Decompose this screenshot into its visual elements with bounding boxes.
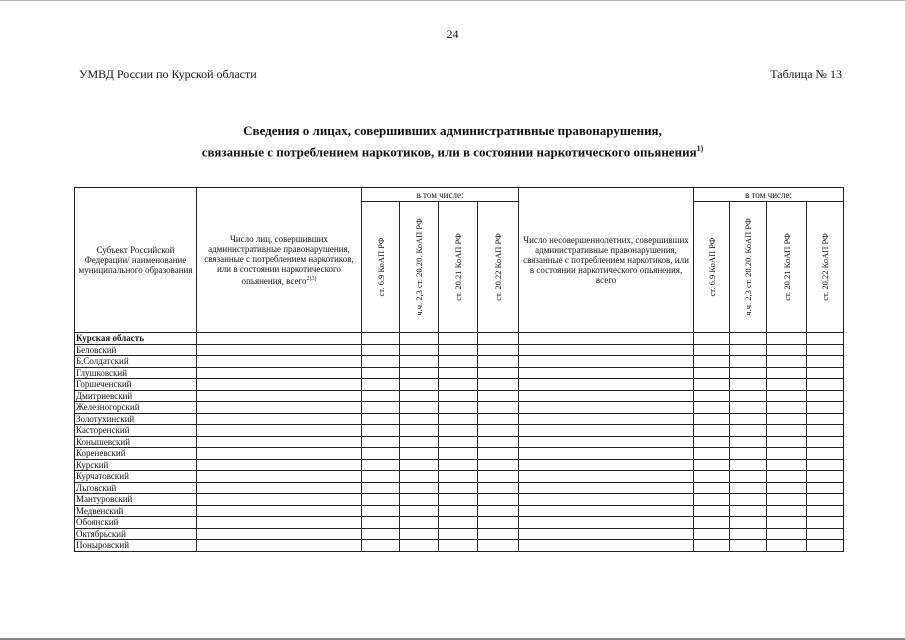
empty-cell <box>730 333 767 345</box>
empty-cell <box>694 482 730 494</box>
empty-cell <box>197 517 362 529</box>
empty-cell <box>197 459 362 471</box>
header-g1-art-20-21 <box>439 202 478 333</box>
empty-cell <box>767 413 807 425</box>
empty-cell <box>807 505 844 517</box>
empty-cell <box>197 356 362 368</box>
empty-cell <box>362 413 400 425</box>
empty-cell <box>478 517 519 529</box>
empty-cell <box>362 482 400 494</box>
table-row <box>75 505 844 517</box>
empty-cell <box>197 448 362 460</box>
empty-cell <box>400 494 439 506</box>
empty-cell <box>767 528 807 540</box>
row-name: Беловский <box>75 344 197 356</box>
header-g1-art-6-9-text: ст. 6.9 КоАП РФ <box>375 237 386 297</box>
empty-cell <box>362 344 400 356</box>
empty-cell <box>362 459 400 471</box>
empty-cell <box>400 390 439 402</box>
empty-cell <box>478 379 519 391</box>
empty-cell <box>694 471 730 483</box>
header-g1-art-6-9 <box>362 202 400 333</box>
table-row <box>75 436 844 448</box>
empty-cell <box>807 471 844 483</box>
empty-cell <box>730 517 767 529</box>
table-row <box>75 344 844 356</box>
empty-cell <box>807 482 844 494</box>
row-name: Дмитриевский <box>75 390 197 402</box>
empty-cell <box>400 459 439 471</box>
empty-cell <box>362 379 400 391</box>
empty-cell <box>694 528 730 540</box>
empty-cell <box>400 436 439 448</box>
empty-cell <box>478 436 519 448</box>
empty-cell <box>807 459 844 471</box>
empty-cell <box>767 448 807 460</box>
empty-cell <box>519 482 694 494</box>
row-name: Октябрьский <box>75 528 197 540</box>
empty-cell <box>439 459 478 471</box>
row-name: Глушковский <box>75 367 197 379</box>
empty-cell <box>807 344 844 356</box>
empty-cell <box>400 413 439 425</box>
empty-cell <box>400 540 439 552</box>
empty-cell <box>767 482 807 494</box>
empty-cell <box>730 482 767 494</box>
table-row <box>75 425 844 437</box>
empty-cell <box>400 482 439 494</box>
empty-cell <box>439 505 478 517</box>
empty-cell <box>478 413 519 425</box>
empty-cell <box>807 333 844 345</box>
empty-cell <box>362 402 400 414</box>
empty-cell <box>519 425 694 437</box>
empty-cell <box>519 505 694 517</box>
empty-cell <box>767 344 807 356</box>
empty-cell <box>694 436 730 448</box>
empty-cell <box>439 471 478 483</box>
empty-cell <box>807 425 844 437</box>
empty-cell <box>519 379 694 391</box>
empty-cell <box>400 379 439 391</box>
row-name: Кореневский <box>75 448 197 460</box>
empty-cell <box>519 517 694 529</box>
header-g1-art-20-20-text: ч.ч. 2,3 ст. 20.20. КоАП РФ <box>414 218 424 316</box>
empty-cell <box>439 494 478 506</box>
empty-cell <box>807 528 844 540</box>
empty-cell <box>439 482 478 494</box>
empty-cell <box>694 459 730 471</box>
header-g1-art-20-21-text: ст. 20.21 КоАП РФ <box>453 233 463 301</box>
table-row <box>75 413 844 425</box>
empty-cell <box>362 505 400 517</box>
empty-cell <box>197 390 362 402</box>
empty-cell <box>767 390 807 402</box>
row-name: Льговский <box>75 482 197 494</box>
empty-cell <box>439 540 478 552</box>
empty-cell <box>730 505 767 517</box>
row-name: Железногорский <box>75 402 197 414</box>
empty-cell <box>400 402 439 414</box>
row-name: Обоянский <box>75 517 197 529</box>
row-name: Курский <box>75 459 197 471</box>
empty-cell <box>362 448 400 460</box>
empty-cell <box>362 471 400 483</box>
row-name: Касторенский <box>75 425 197 437</box>
header-g1-art-20-22-text: ст. 20.22 КоАП РФ <box>493 233 504 301</box>
empty-cell <box>197 379 362 391</box>
table-row <box>75 528 844 540</box>
empty-cell <box>362 517 400 529</box>
empty-cell <box>197 425 362 437</box>
empty-cell <box>767 356 807 368</box>
row-name: Поныровский <box>75 540 197 552</box>
empty-cell <box>439 367 478 379</box>
empty-cell <box>807 402 844 414</box>
empty-cell <box>519 448 694 460</box>
table-row <box>75 390 844 402</box>
header-g2-art-6-9 <box>694 202 730 333</box>
empty-cell <box>694 494 730 506</box>
empty-cell <box>519 471 694 483</box>
empty-cell <box>694 413 730 425</box>
empty-cell <box>519 436 694 448</box>
empty-cell <box>694 390 730 402</box>
empty-cell <box>519 494 694 506</box>
empty-cell <box>362 540 400 552</box>
row-name: Мантуровский <box>75 494 197 506</box>
header-g2-art-20-21 <box>767 202 807 333</box>
row-name: Б.Солдатский <box>75 356 197 368</box>
empty-cell <box>767 367 807 379</box>
empty-cell <box>694 505 730 517</box>
empty-cell <box>730 402 767 414</box>
empty-cell <box>767 436 807 448</box>
empty-cell <box>694 425 730 437</box>
empty-cell <box>439 448 478 460</box>
empty-cell <box>730 540 767 552</box>
data-table <box>74 187 844 552</box>
table-row <box>75 471 844 483</box>
empty-cell <box>519 390 694 402</box>
empty-cell <box>694 356 730 368</box>
empty-cell <box>478 471 519 483</box>
empty-cell <box>400 425 439 437</box>
empty-cell <box>767 459 807 471</box>
empty-cell <box>362 425 400 437</box>
empty-cell <box>519 344 694 356</box>
header-g2-art-20-22-text: ст. 20.22 КоАП РФ <box>820 233 831 301</box>
document-title <box>0 122 905 161</box>
empty-cell <box>694 367 730 379</box>
row-name: Конышевский <box>75 436 197 448</box>
empty-cell <box>807 448 844 460</box>
header-total-persons-text: Число лиц, совершивших административные правонарушения, связанные с потреблением наркотиков, или в состоянии наркотического опьянения, всего <box>204 234 354 286</box>
empty-cell <box>478 402 519 414</box>
empty-cell <box>439 528 478 540</box>
empty-cell <box>439 390 478 402</box>
row-name: Золотухинский <box>75 413 197 425</box>
table-row <box>75 540 844 552</box>
empty-cell <box>694 333 730 345</box>
empty-cell <box>197 494 362 506</box>
empty-cell <box>439 379 478 391</box>
empty-cell <box>519 333 694 345</box>
empty-cell <box>767 425 807 437</box>
empty-cell <box>767 494 807 506</box>
empty-cell <box>694 402 730 414</box>
empty-cell <box>439 344 478 356</box>
empty-cell <box>730 459 767 471</box>
empty-cell <box>730 379 767 391</box>
empty-cell <box>519 356 694 368</box>
title-line-1: Сведения о лицах, совершивших административные правонарушения, <box>243 123 662 138</box>
empty-cell <box>439 436 478 448</box>
header-subject: Субъект Российской Федерации/ наименование муниципального образования <box>75 188 197 333</box>
empty-cell <box>439 356 478 368</box>
empty-cell <box>439 402 478 414</box>
empty-cell <box>519 413 694 425</box>
empty-cell <box>478 494 519 506</box>
empty-cell <box>807 413 844 425</box>
title-line-2 <box>0 140 905 161</box>
empty-cell <box>400 356 439 368</box>
header-g2-art-20-20-text: ч.ч. 2,3 ст. 20.20. КоАП РФ <box>743 218 754 316</box>
header-g2-art-20-20 <box>730 202 767 333</box>
empty-cell <box>400 367 439 379</box>
empty-cell <box>807 540 844 552</box>
empty-cell <box>694 344 730 356</box>
empty-cell <box>519 540 694 552</box>
empty-cell <box>197 540 362 552</box>
empty-cell <box>362 390 400 402</box>
empty-cell <box>362 494 400 506</box>
title-line-2-text: связанные с потреблением наркотиков, или в состоянии наркотического опьянения <box>201 144 697 160</box>
empty-cell <box>807 517 844 529</box>
empty-cell <box>478 367 519 379</box>
empty-cell <box>767 517 807 529</box>
empty-cell <box>730 390 767 402</box>
empty-cell <box>807 356 844 368</box>
table-row <box>75 482 844 494</box>
empty-cell <box>197 367 362 379</box>
empty-cell <box>694 448 730 460</box>
empty-cell <box>519 528 694 540</box>
table-row <box>75 367 844 379</box>
empty-cell <box>767 402 807 414</box>
empty-cell <box>478 425 519 437</box>
empty-cell <box>767 333 807 345</box>
empty-cell <box>767 505 807 517</box>
row-name: Горшеченский <box>75 379 197 391</box>
empty-cell <box>807 367 844 379</box>
table-row <box>75 356 844 368</box>
empty-cell <box>197 344 362 356</box>
empty-cell <box>197 413 362 425</box>
table-row <box>75 459 844 471</box>
empty-cell <box>807 494 844 506</box>
empty-cell <box>400 528 439 540</box>
header-g2-art-20-21-text: ст. 20.21 КоАП РФ <box>781 233 792 301</box>
header-g2-art-6-9-text: ст. 6.9 КоАП РФ <box>706 237 717 297</box>
empty-cell <box>807 436 844 448</box>
table-row <box>75 517 844 529</box>
header-total-persons-mark: 2)3) <box>306 276 317 282</box>
empty-cell <box>362 367 400 379</box>
empty-cell <box>400 448 439 460</box>
empty-cell <box>400 471 439 483</box>
empty-cell <box>694 379 730 391</box>
header-group-1: в том числе: <box>362 188 519 202</box>
empty-cell <box>519 367 694 379</box>
table-row <box>75 402 844 414</box>
empty-cell <box>694 517 730 529</box>
empty-cell <box>730 528 767 540</box>
empty-cell <box>478 390 519 402</box>
empty-cell <box>400 517 439 529</box>
empty-cell <box>519 459 694 471</box>
empty-cell <box>767 379 807 391</box>
page-number: 24 <box>446 27 459 41</box>
empty-cell <box>400 505 439 517</box>
header-g2-art-20-22 <box>807 202 844 333</box>
table-row-total <box>75 333 844 345</box>
empty-cell <box>400 344 439 356</box>
empty-cell <box>400 333 439 345</box>
empty-cell <box>478 333 519 345</box>
empty-cell <box>767 471 807 483</box>
empty-cell <box>730 356 767 368</box>
empty-cell <box>478 482 519 494</box>
header-g1-art-20-22 <box>478 202 519 333</box>
empty-cell <box>478 540 519 552</box>
empty-cell <box>730 344 767 356</box>
empty-cell <box>807 379 844 391</box>
page-top-edge <box>0 0 905 1</box>
empty-cell <box>439 333 478 345</box>
empty-cell <box>478 505 519 517</box>
title-footnote-mark: 1) <box>696 144 704 153</box>
empty-cell <box>362 333 400 345</box>
table-row <box>75 379 844 391</box>
organization-name: УМВД России по Курской области <box>79 67 257 81</box>
header-group-2: в том числе: <box>694 188 844 202</box>
empty-cell <box>730 471 767 483</box>
empty-cell <box>362 356 400 368</box>
empty-cell <box>478 356 519 368</box>
empty-cell <box>362 436 400 448</box>
empty-cell <box>730 436 767 448</box>
row-name: Медвенский <box>75 505 197 517</box>
header-g1-art-20-20 <box>400 202 439 333</box>
header-total-persons <box>197 188 362 333</box>
empty-cell <box>197 402 362 414</box>
row-name: Курчатовский <box>75 471 197 483</box>
empty-cell <box>439 425 478 437</box>
empty-cell <box>478 459 519 471</box>
empty-cell <box>730 425 767 437</box>
empty-cell <box>439 413 478 425</box>
empty-cell <box>478 528 519 540</box>
empty-cell <box>197 333 362 345</box>
empty-cell <box>197 471 362 483</box>
table-row <box>75 448 844 460</box>
table-number: Таблица № 13 <box>770 67 842 81</box>
empty-cell <box>807 390 844 402</box>
empty-cell <box>197 436 362 448</box>
empty-cell <box>197 482 362 494</box>
empty-cell <box>197 505 362 517</box>
empty-cell <box>730 367 767 379</box>
empty-cell <box>730 413 767 425</box>
empty-cell <box>694 540 730 552</box>
empty-cell <box>362 528 400 540</box>
empty-cell <box>730 448 767 460</box>
empty-cell <box>439 517 478 529</box>
header-total-minors: Число несовершеннолетних, совершивших административные правонарушения, связанные с потреблением наркотиков, или в состоянии наркотического опьянения, всего <box>519 188 694 333</box>
table-row <box>75 494 844 506</box>
empty-cell <box>478 448 519 460</box>
empty-cell <box>730 494 767 506</box>
row-name: Курская область <box>75 333 197 345</box>
empty-cell <box>767 540 807 552</box>
empty-cell <box>519 402 694 414</box>
empty-cell <box>197 528 362 540</box>
empty-cell <box>478 344 519 356</box>
